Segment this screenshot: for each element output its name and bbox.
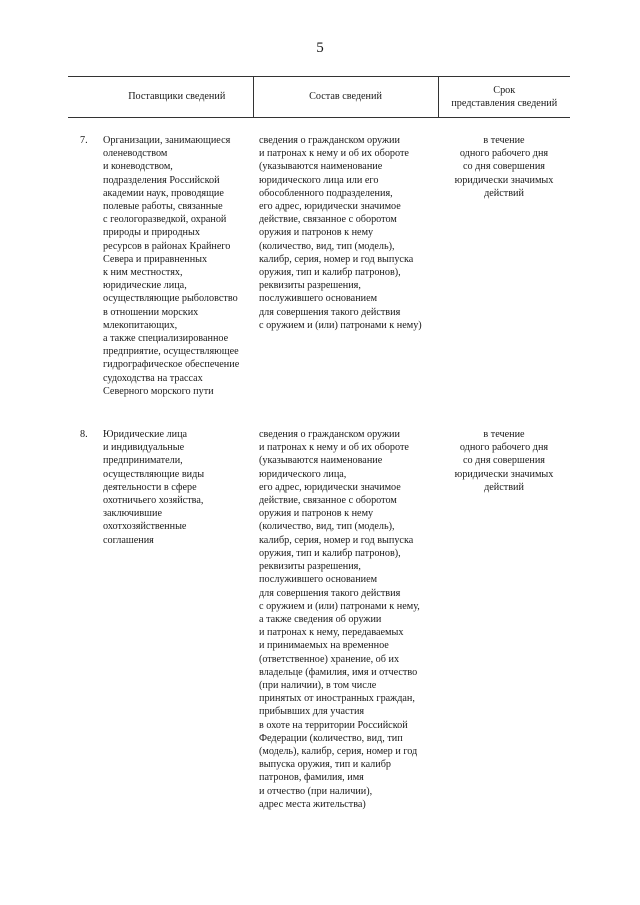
composition-line: с оружием и (или) патронами к нему,: [259, 600, 420, 612]
supplier-line: предприятие, осуществляющее: [103, 346, 239, 358]
supplier-line: осуществляющие рыболовство: [103, 293, 238, 305]
supplier-line: оленеводством: [103, 148, 168, 160]
supplier-line: Северного морского пути: [103, 385, 214, 397]
composition-line: (ответственное) хранение, об их: [259, 653, 400, 665]
composition-line: и патронах к нему и об их обороте: [259, 148, 409, 160]
supplier-line: Севера и приравненных: [103, 253, 208, 265]
composition-line: и принимаемых на временное: [259, 640, 389, 652]
supplier-line: предприниматели,: [103, 455, 183, 467]
composition-line: и отчество (при наличии),: [259, 785, 373, 797]
composition-line: (модель), калибр, серия, номер и год: [259, 745, 418, 757]
supplier-line: полевые работы, связанные: [103, 201, 223, 213]
composition-line: для совершения такого действия: [259, 587, 401, 599]
supplier-line: природы и природных: [103, 227, 200, 239]
composition-line: послужившего основанием: [259, 293, 378, 305]
header-composition: Состав сведений: [253, 77, 438, 118]
composition-line: и патронах к нему, передаваемых: [259, 627, 404, 639]
composition-line: Федерации (количество, вид, тип: [259, 732, 403, 744]
supplier-line: соглашения: [103, 534, 154, 546]
row-number: 8.: [80, 429, 88, 441]
supplier-cell: [101, 118, 253, 414]
composition-line: для совершения такого действия: [259, 306, 401, 318]
composition-line: (количество, вид, тип (модель),: [259, 240, 395, 252]
header-number: [68, 77, 101, 118]
term-line: одного рабочего дня: [459, 442, 549, 454]
composition-line: адрес места жительства): [259, 798, 366, 810]
supplier-cell: [101, 413, 253, 811]
composition-line: принятых от иностранных граждан,: [259, 693, 415, 705]
term-line: в течение: [483, 135, 525, 146]
composition-line: и патронах к нему и об их обороте: [259, 442, 409, 454]
term-line: в течение: [483, 429, 525, 441]
composition-line: оружия и патронов к нему: [259, 227, 374, 239]
term-cell: [438, 413, 570, 811]
supplier-line: осуществляющие виды: [103, 468, 205, 480]
header-term-line: представления сведений: [451, 98, 558, 109]
composition-line: а также сведения об оружии: [259, 613, 382, 625]
table-row: [68, 118, 570, 414]
composition-line: патронов, фамилия, имя: [259, 772, 364, 784]
term-line: действий: [484, 481, 524, 493]
composition-line: сведения о гражданском оружии: [259, 429, 400, 441]
supplier-line: и индивидуальные: [103, 442, 185, 454]
page-number: 5: [316, 40, 324, 56]
supplier-line: млекопитающих,: [103, 319, 178, 331]
composition-line: действие, связанное с оборотом: [259, 495, 397, 507]
composition-line: калибр, серия, номер и год выпуска: [259, 534, 414, 546]
composition-line: оружия и патронов к нему: [259, 508, 374, 520]
supplier-line: охотничьего хозяйства,: [103, 495, 204, 507]
composition-line: (количество, вид, тип (модель),: [259, 521, 395, 533]
composition-line: его адрес, юридически значимое: [259, 201, 401, 213]
supplier-line: судоходства на трассах: [103, 372, 203, 384]
supplier-line: заключившие: [103, 508, 163, 520]
term-line: юридически значимых: [454, 468, 554, 480]
composition-line: прибывших для участия: [259, 706, 365, 718]
term-line: юридически значимых: [454, 174, 554, 186]
composition-cell: [253, 118, 438, 414]
header-term-line: Срок: [493, 84, 516, 96]
row-number: 7.: [80, 135, 88, 146]
term-cell: [438, 118, 570, 414]
supplier-line: ресурсов в районах Крайнего: [103, 240, 231, 252]
composition-line: (указываются наименование: [259, 161, 383, 173]
table-header-row: [68, 77, 570, 118]
supplier-line: с геологоразведкой, охраной: [103, 214, 227, 226]
composition-line: калибр, серия, номер и год выпуска: [259, 253, 414, 265]
composition-line: (указываются наименование: [259, 455, 383, 467]
composition-line: юридического лица,: [259, 468, 347, 480]
composition-line: сведения о гражданском оружии: [259, 135, 400, 146]
composition-line: юридического лица или его: [259, 174, 379, 186]
composition-line: оружия, тип и калибр патронов),: [259, 267, 401, 279]
composition-line: реквизиты разрешения,: [259, 280, 361, 292]
supplier-line: охотхозяйственные: [103, 521, 187, 533]
supplier-line: Организации, занимающиеся: [103, 135, 231, 146]
composition-line: обособленного подразделения,: [259, 187, 393, 199]
composition-line: владельце (фамилия, имя и отчество: [259, 666, 418, 678]
supplier-line: гидрографическое обеспечение: [103, 359, 240, 371]
composition-line: в охоте на территории Российской: [259, 719, 408, 731]
term-line: со дня совершения: [463, 455, 545, 467]
term-line: одного рабочего дня: [459, 148, 549, 160]
composition-cell: [253, 413, 438, 811]
supplier-line: и коневодством,: [103, 161, 173, 173]
composition-line: реквизиты разрешения,: [259, 561, 361, 573]
composition-line: действие, связанное с оборотом: [259, 214, 397, 226]
composition-line: послужившего основанием: [259, 574, 378, 586]
supplier-line: академии наук, проводящие: [103, 187, 224, 199]
data-suppliers-table: [68, 76, 570, 811]
header-supplier: Поставщики сведений: [101, 77, 253, 118]
table-row: [68, 413, 570, 811]
composition-line: с оружием и (или) патронами к нему): [259, 319, 422, 331]
supplier-line: Юридические лица: [103, 429, 188, 441]
supplier-line: в отношении морских: [103, 306, 199, 318]
supplier-line: к ним местностях,: [103, 267, 183, 279]
supplier-line: юридические лица,: [103, 280, 187, 292]
composition-line: его адрес, юридически значимое: [259, 481, 401, 493]
supplier-line: а также специализированное: [103, 333, 229, 345]
supplier-line: подразделения Российской: [103, 174, 220, 186]
header-term: [438, 77, 570, 118]
composition-line: оружия, тип и калибр патронов),: [259, 547, 401, 559]
composition-line: выпуска оружия, тип и калибр: [259, 759, 391, 771]
term-line: со дня совершения: [463, 161, 545, 173]
supplier-line: деятельности в сфере: [103, 481, 197, 493]
composition-line: (при наличии), в том числе: [259, 679, 377, 691]
term-line: действий: [484, 187, 524, 199]
